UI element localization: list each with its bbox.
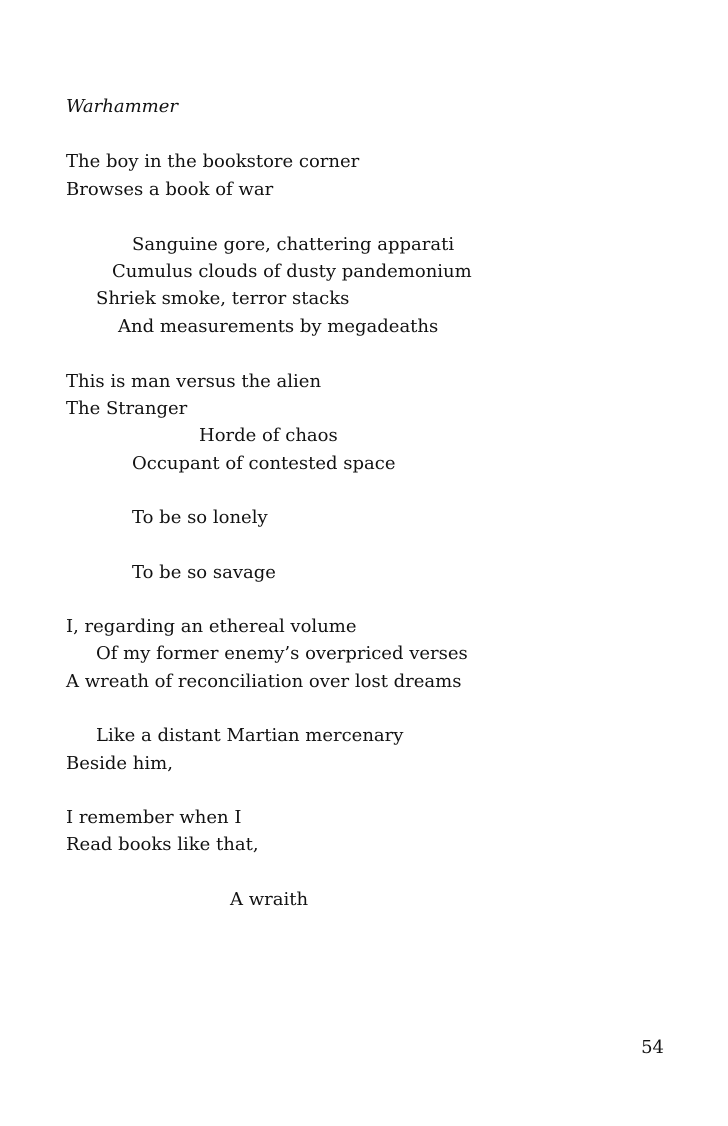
poem-line: Of my former enemy’s overpriced verses [96, 643, 468, 664]
poem-line: The Stranger [66, 398, 188, 419]
poem-line: And measurements by megadeaths [118, 316, 439, 337]
poem-line: This is man versus the alien [66, 371, 322, 392]
poem-line: The boy in the bookstore corner [66, 151, 360, 172]
poem-line: Read books like that, [66, 834, 259, 855]
poem-line: Browses a book of war [66, 179, 274, 200]
poem-line: Occupant of contested space [132, 453, 396, 474]
poem-line: Horde of chaos [199, 425, 338, 446]
poem-line: To be so savage [132, 562, 276, 583]
page-number: 54 [641, 1037, 664, 1058]
poem-line: To be so lonely [132, 507, 268, 528]
poem-title: Warhammer [66, 96, 178, 117]
poem-line: A wraith [230, 889, 309, 910]
poem-line: I remember when I [66, 807, 242, 828]
poem-line: Like a distant Martian mercenary [96, 725, 404, 746]
poem-line: A wreath of reconciliation over lost dreams [66, 671, 462, 692]
poem-line: Shriek smoke, terror stacks [96, 288, 350, 309]
poem-line: Sanguine gore, chattering apparati [132, 234, 455, 255]
poem-line: I, regarding an ethereal volume [66, 616, 357, 637]
poem-line: Beside him, [66, 753, 173, 774]
poem-line: Cumulus clouds of dusty pandemonium [112, 261, 472, 282]
